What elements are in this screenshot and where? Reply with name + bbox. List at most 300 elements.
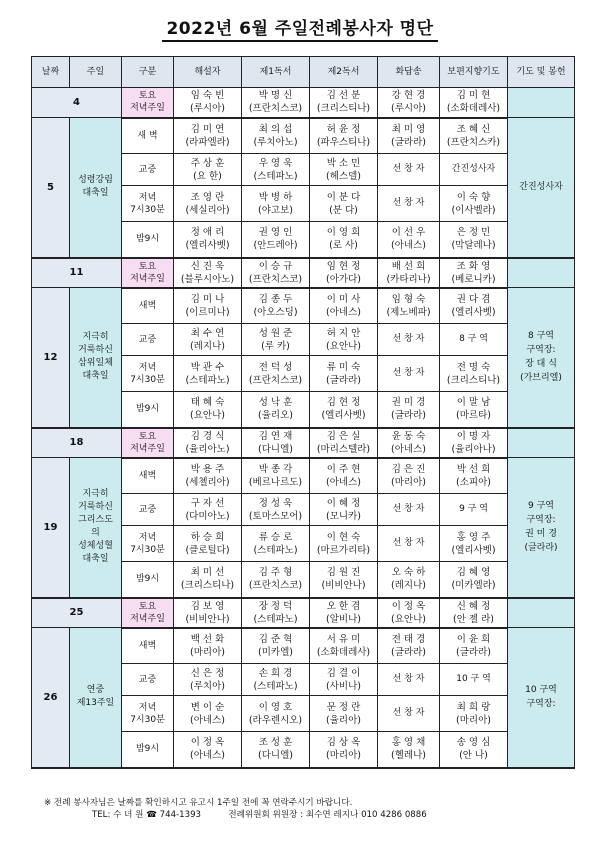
volunteer-cell bbox=[310, 288, 378, 324]
offering-cell: 간진성사자 bbox=[508, 118, 575, 258]
volunteer-name: 박 용 주 bbox=[190, 463, 225, 475]
mass-time-cell: 저녁 7시30분 bbox=[122, 186, 174, 222]
volunteer-name: 홍 영 주 bbox=[456, 531, 491, 543]
baptismal-name: (프란치스코) bbox=[248, 580, 303, 592]
volunteer-name: 김 혜 영 bbox=[456, 567, 491, 579]
baptismal-name: (마리아) bbox=[391, 476, 426, 488]
volunteer-cell bbox=[174, 258, 242, 288]
column-header: 화답송 bbox=[378, 57, 440, 88]
volunteer-name: 박 소 민 bbox=[326, 157, 361, 169]
volunteer-name: 정 애 리 bbox=[190, 227, 225, 239]
volunteer-cell bbox=[310, 428, 378, 458]
mass-time-cell: 새벽 bbox=[122, 628, 174, 664]
role-note-cell: 선 창 자 bbox=[378, 526, 440, 562]
volunteer-cell bbox=[440, 392, 508, 428]
baptismal-name: (아네스) bbox=[190, 750, 225, 762]
volunteer-cell bbox=[242, 356, 310, 392]
volunteer-cell bbox=[440, 288, 508, 324]
baptismal-name: (아네스) bbox=[326, 306, 361, 318]
volunteer-name: 성 낙 훈 bbox=[258, 397, 293, 409]
baptismal-name: (프란치스카) bbox=[446, 136, 501, 148]
volunteer-cell bbox=[378, 732, 440, 768]
baptismal-name: (이사벨라) bbox=[451, 204, 496, 216]
baptismal-name: (스테파노) bbox=[185, 374, 230, 386]
baptismal-name: (파우스티나) bbox=[316, 136, 371, 148]
baptismal-name: (엘리사벳) bbox=[451, 544, 496, 556]
volunteer-cell bbox=[174, 526, 242, 562]
volunteer-name: 이 숙 향 bbox=[456, 191, 491, 203]
offering-cell: 8 구역 구역장: 장 대 식 (가브리엘) bbox=[508, 288, 575, 428]
schedule-row bbox=[32, 258, 575, 288]
baptismal-name: (카타리나) bbox=[386, 273, 431, 285]
volunteer-name: 권 영 인 bbox=[258, 227, 293, 239]
baptismal-name: (프란치스코) bbox=[248, 374, 303, 386]
volunteer-name: 허 윤 정 bbox=[326, 123, 361, 135]
volunteer-name: 장 정 덕 bbox=[258, 600, 293, 612]
baptismal-name: (루치아) bbox=[190, 680, 225, 692]
volunteer-name: 김 종 두 bbox=[258, 293, 293, 305]
volunteer-cell bbox=[242, 598, 310, 628]
volunteer-cell bbox=[378, 428, 440, 458]
volunteer-name: 조 성 훈 bbox=[258, 737, 293, 749]
column-header: 기도 및 봉헌 bbox=[508, 57, 575, 88]
liturgical-day-cell: 지극히 거룩하신 그리스도 의 성체성혈 대축일 bbox=[70, 458, 122, 598]
volunteer-cell bbox=[310, 562, 378, 598]
volunteer-cell bbox=[440, 562, 508, 598]
column-header: 날짜 bbox=[32, 57, 70, 88]
volunteer-name: 우 영 욱 bbox=[258, 157, 293, 169]
volunteer-cell bbox=[242, 154, 310, 186]
date-cell: 26 bbox=[32, 628, 70, 768]
mass-time-cell: 토요 저녁주일 bbox=[122, 258, 174, 288]
date-cell: 5 bbox=[32, 118, 70, 258]
role-note-cell: 선 창 자 bbox=[378, 186, 440, 222]
footer-contact: TEL: 수 녀 원 ☎ 744-1393 전례위원회 위원장 : 최수연 레지나 010 4286 0886 bbox=[92, 810, 427, 820]
baptismal-name: (사비나) bbox=[326, 680, 361, 692]
volunteer-name: 최 수 연 bbox=[190, 327, 225, 339]
volunteer-cell bbox=[440, 526, 508, 562]
volunteer-cell bbox=[242, 562, 310, 598]
baptismal-name: (야고보) bbox=[258, 204, 293, 216]
volunteer-cell bbox=[378, 458, 440, 494]
volunteer-name: 이 선 우 bbox=[391, 227, 426, 239]
role-note-cell: 10 구 역 bbox=[440, 664, 508, 696]
baptismal-name: (마리스텔라) bbox=[316, 443, 371, 455]
mass-time-cell: 교중 bbox=[122, 324, 174, 356]
baptismal-name: (글라라) bbox=[391, 646, 426, 658]
baptismal-name: (스테파노) bbox=[253, 170, 298, 182]
offering-cell bbox=[508, 428, 575, 458]
volunteer-name: 김 원 진 bbox=[326, 567, 361, 579]
volunteer-name: 윤 동 숙 bbox=[391, 430, 426, 442]
volunteer-cell bbox=[310, 324, 378, 356]
baptismal-name: (글라라) bbox=[326, 374, 361, 386]
volunteer-cell bbox=[242, 526, 310, 562]
volunteer-name: 변 이 순 bbox=[190, 701, 225, 713]
volunteer-cell bbox=[310, 186, 378, 222]
date-cell: 12 bbox=[32, 288, 70, 428]
role-note-cell: 선 창 자 bbox=[378, 356, 440, 392]
baptismal-name: (미카엘) bbox=[258, 646, 293, 658]
baptismal-name: (글라라) bbox=[391, 136, 426, 148]
volunteer-cell bbox=[242, 494, 310, 526]
column-header: 구분 bbox=[122, 57, 174, 88]
mass-time-cell: 토요 저녁주일 bbox=[122, 428, 174, 458]
volunteer-cell bbox=[310, 696, 378, 732]
baptismal-name: (마르가리타) bbox=[316, 544, 371, 556]
mass-time-cell: 새벽 bbox=[122, 288, 174, 324]
volunteer-cell bbox=[242, 628, 310, 664]
baptismal-name: (제노베파) bbox=[386, 306, 431, 318]
volunteer-name: 김 결 이 bbox=[326, 667, 361, 679]
volunteer-cell bbox=[242, 258, 310, 288]
volunteer-name: 김 상 옥 bbox=[326, 737, 361, 749]
baptismal-name: (율리아) bbox=[326, 714, 361, 726]
volunteer-cell bbox=[242, 664, 310, 696]
baptismal-name: (요안나) bbox=[326, 340, 361, 352]
baptismal-name: (마리아) bbox=[190, 646, 225, 658]
volunteer-name: 구 자 선 bbox=[190, 497, 225, 509]
volunteer-cell bbox=[378, 118, 440, 154]
mass-time-cell: 교중 bbox=[122, 154, 174, 186]
baptismal-name: (엘리사벳) bbox=[321, 410, 366, 422]
baptismal-name: (안 나) bbox=[459, 750, 488, 762]
volunteer-cell bbox=[174, 324, 242, 356]
baptismal-name: (베르나르도) bbox=[248, 476, 303, 488]
baptismal-name: (세실리아) bbox=[185, 204, 230, 216]
baptismal-name: (헤스델) bbox=[326, 170, 361, 182]
liturgical-day-cell: 성령강림 대축일 bbox=[70, 118, 122, 258]
baptismal-name: (소화데레사) bbox=[316, 646, 371, 658]
volunteer-cell bbox=[242, 324, 310, 356]
volunteer-cell bbox=[174, 288, 242, 324]
volunteer-name: 임 현 정 bbox=[326, 260, 361, 272]
volunteer-cell bbox=[440, 732, 508, 768]
baptismal-name: (율리아나) bbox=[451, 443, 496, 455]
baptismal-name: (알비나) bbox=[326, 613, 361, 625]
volunteer-name: 박 병 하 bbox=[258, 191, 293, 203]
volunteer-name: 태 혜 숙 bbox=[190, 397, 225, 409]
volunteer-cell bbox=[174, 186, 242, 222]
volunteer-cell bbox=[310, 628, 378, 664]
volunteer-name: 하 승 희 bbox=[190, 531, 225, 543]
volunteer-name: 김 은 진 bbox=[391, 463, 426, 475]
volunteer-name: 손 희 경 bbox=[258, 667, 293, 679]
baptismal-name: (율리오) bbox=[258, 410, 293, 422]
offering-cell bbox=[508, 258, 575, 288]
volunteer-cell bbox=[440, 222, 508, 258]
volunteer-name: 송 영 심 bbox=[456, 737, 491, 749]
volunteer-cell bbox=[378, 88, 440, 118]
volunteer-name: 박 명 신 bbox=[258, 90, 293, 102]
volunteer-cell bbox=[242, 288, 310, 324]
volunteer-name: 오 한 겸 bbox=[326, 600, 361, 612]
volunteer-cell bbox=[378, 562, 440, 598]
role-note-cell: 간진성사자 bbox=[440, 154, 508, 186]
baptismal-name: (아가다) bbox=[326, 273, 361, 285]
volunteer-cell bbox=[440, 186, 508, 222]
volunteer-name: 이 말 남 bbox=[456, 397, 491, 409]
baptismal-name: (레지나) bbox=[391, 580, 426, 592]
baptismal-name: (글라라) bbox=[391, 410, 426, 422]
volunteer-name: 성 원 준 bbox=[258, 327, 293, 339]
volunteer-name: 김 미 현 bbox=[456, 90, 491, 102]
baptismal-name: (라우렌시오) bbox=[248, 714, 303, 726]
baptismal-name: (세쳴리아) bbox=[185, 476, 230, 488]
volunteer-name: 임 숙 빈 bbox=[190, 90, 225, 102]
role-note-cell: 선 창 자 bbox=[378, 664, 440, 696]
baptismal-name: (엘리사벳) bbox=[185, 240, 230, 252]
volunteer-cell bbox=[174, 222, 242, 258]
baptismal-name: (루 카) bbox=[261, 340, 290, 352]
offering-cell bbox=[508, 598, 575, 628]
volunteer-name: 주 상 훈 bbox=[190, 157, 225, 169]
volunteer-cell bbox=[310, 526, 378, 562]
baptismal-name: (크리스티나) bbox=[316, 103, 371, 115]
volunteer-cell bbox=[310, 494, 378, 526]
volunteer-cell bbox=[242, 458, 310, 494]
volunteer-cell bbox=[174, 732, 242, 768]
baptismal-name: (베로니카) bbox=[451, 273, 496, 285]
volunteer-cell bbox=[310, 258, 378, 288]
baptismal-name: (모니카) bbox=[326, 510, 361, 522]
baptismal-name: (마리아) bbox=[326, 750, 361, 762]
volunteer-cell bbox=[242, 186, 310, 222]
mass-time-cell: 밤9시 bbox=[122, 222, 174, 258]
baptismal-name: (스테파노) bbox=[253, 680, 298, 692]
baptismal-name: (엘리사벳) bbox=[451, 306, 496, 318]
page-title-text: 2022년 6월 주일전례봉사자 명단 bbox=[162, 19, 437, 42]
volunteer-name: 최 미 선 bbox=[190, 567, 225, 579]
volunteer-name: 김 연 재 bbox=[258, 430, 293, 442]
volunteer-cell bbox=[242, 88, 310, 118]
volunteer-cell bbox=[440, 598, 508, 628]
baptismal-name: (소피아) bbox=[456, 476, 491, 488]
volunteer-name: 조 영 란 bbox=[190, 191, 225, 203]
volunteer-cell bbox=[242, 118, 310, 154]
footer bbox=[44, 797, 584, 821]
volunteer-cell bbox=[174, 88, 242, 118]
liturgical-day-cell: 지극히 거룩하신 삼위일체 대축일 bbox=[70, 288, 122, 428]
volunteer-name: 김 미 나 bbox=[190, 293, 225, 305]
baptismal-name: (토마스모어) bbox=[248, 510, 303, 522]
baptismal-name: (안드레아) bbox=[253, 240, 298, 252]
mass-time-cell: 토요 저녁주일 bbox=[122, 598, 174, 628]
baptismal-name: (아네스) bbox=[391, 443, 426, 455]
volunteer-cell bbox=[310, 356, 378, 392]
baptismal-name: (요안나) bbox=[391, 613, 426, 625]
volunteer-name: 이 명 자 bbox=[456, 430, 491, 442]
volunteer-cell bbox=[310, 458, 378, 494]
volunteer-name: 이 미 사 bbox=[326, 293, 361, 305]
baptismal-name: (프란치스코) bbox=[248, 273, 303, 285]
role-note-cell: 선 창 자 bbox=[378, 154, 440, 186]
volunteer-cell bbox=[440, 696, 508, 732]
volunteer-name: 오 숙 하 bbox=[391, 567, 426, 579]
volunteer-name: 박 종 각 bbox=[258, 463, 293, 475]
volunteer-name: 임 형 숙 bbox=[391, 293, 426, 305]
baptismal-name: (로 사) bbox=[329, 240, 358, 252]
footer-notice: ※ 전례 봉사자님은 날짜를 확인하시고 유고시 1주일 전에 꼭 연락주시기 바랍니다. bbox=[44, 798, 353, 808]
volunteer-name: 이 정 옥 bbox=[391, 600, 426, 612]
volunteer-cell bbox=[378, 258, 440, 288]
volunteer-name: 조 혜 신 bbox=[456, 123, 491, 135]
mass-time-cell: 교중 bbox=[122, 494, 174, 526]
volunteer-name: 김 현 정 bbox=[326, 397, 361, 409]
volunteer-name: 이 영 호 bbox=[258, 701, 293, 713]
mass-time-cell: 저녁 7시30분 bbox=[122, 356, 174, 392]
volunteer-name: 박 선 희 bbox=[456, 463, 491, 475]
column-header: 제2독서 bbox=[310, 57, 378, 88]
volunteer-cell bbox=[174, 154, 242, 186]
volunteer-name: 신 은 정 bbox=[190, 667, 225, 679]
baptismal-name: (미카엘라) bbox=[451, 580, 496, 592]
mass-time-cell: 저녁 7시30분 bbox=[122, 526, 174, 562]
volunteer-cell bbox=[310, 118, 378, 154]
baptismal-name: (루시아) bbox=[391, 103, 426, 115]
baptismal-name: (라파엘라) bbox=[185, 136, 230, 148]
volunteer-cell bbox=[174, 356, 242, 392]
volunteer-name: 이 혜 정 bbox=[326, 497, 361, 509]
mass-time-cell: 저녁 7시30분 bbox=[122, 696, 174, 732]
volunteer-name: 신 혜 정 bbox=[456, 600, 491, 612]
volunteer-cell bbox=[310, 732, 378, 768]
baptismal-name: (다니엘) bbox=[258, 750, 293, 762]
baptismal-name: (마르타) bbox=[456, 410, 491, 422]
volunteer-name: 신 진 욱 bbox=[190, 260, 225, 272]
column-header: 제1독서 bbox=[242, 57, 310, 88]
baptismal-name: (다미아노) bbox=[185, 510, 230, 522]
date-cell: 19 bbox=[32, 458, 70, 598]
volunteer-cell bbox=[242, 392, 310, 428]
volunteer-name: 김 경 식 bbox=[190, 430, 225, 442]
volunteer-cell bbox=[174, 118, 242, 154]
volunteer-name: 이 윤 희 bbox=[456, 633, 491, 645]
volunteer-name: 이 승 규 bbox=[258, 260, 293, 272]
volunteer-name: 김 선 분 bbox=[326, 90, 361, 102]
volunteer-cell bbox=[174, 628, 242, 664]
volunteer-name: 허 지 안 bbox=[326, 327, 361, 339]
date-cell: 4 bbox=[32, 88, 122, 118]
baptismal-name: (마리아) bbox=[456, 714, 491, 726]
volunteer-cell bbox=[242, 696, 310, 732]
date-cell: 25 bbox=[32, 598, 122, 628]
mass-time-cell: 밤9시 bbox=[122, 562, 174, 598]
role-note-cell: 선 창 자 bbox=[378, 696, 440, 732]
baptismal-name: (아네스) bbox=[326, 476, 361, 488]
volunteer-name: 정 성 욱 bbox=[258, 497, 293, 509]
volunteer-cell bbox=[310, 664, 378, 696]
volunteer-cell bbox=[174, 494, 242, 526]
volunteer-name: 김 은 실 bbox=[326, 430, 361, 442]
baptismal-name: (헬레나) bbox=[391, 750, 426, 762]
baptismal-name: (루시아) bbox=[190, 103, 225, 115]
baptismal-name: (소화데레사) bbox=[446, 103, 501, 115]
volunteer-name: 조 화 영 bbox=[456, 260, 491, 272]
offering-cell: 10 구역 구역장: bbox=[508, 628, 575, 768]
baptismal-name: (루치아노) bbox=[253, 136, 298, 148]
volunteer-name: 전 태 경 bbox=[391, 633, 426, 645]
volunteer-name: 최 미 영 bbox=[391, 123, 426, 135]
schedule-row bbox=[32, 88, 575, 118]
baptismal-name: (아네스) bbox=[190, 714, 225, 726]
volunteer-cell bbox=[174, 392, 242, 428]
volunteer-cell bbox=[440, 458, 508, 494]
volunteer-name: 박 관 수 bbox=[190, 361, 225, 373]
schedule-row bbox=[32, 288, 575, 324]
volunteer-name: 김 주 형 bbox=[258, 567, 293, 579]
volunteer-cell bbox=[310, 392, 378, 428]
baptismal-name: (요 한) bbox=[193, 170, 222, 182]
volunteer-name: 은 정 민 bbox=[456, 227, 491, 239]
volunteer-name: 전 명 숙 bbox=[456, 361, 491, 373]
volunteer-name: 권 미 경 bbox=[391, 397, 426, 409]
schedule-row bbox=[32, 118, 575, 154]
volunteer-cell bbox=[440, 118, 508, 154]
volunteer-cell bbox=[440, 258, 508, 288]
volunteer-name: 권 다 겸 bbox=[456, 293, 491, 305]
volunteer-cell bbox=[310, 154, 378, 186]
volunteer-name: 류 미 숙 bbox=[326, 361, 361, 373]
schedule-row bbox=[32, 628, 575, 664]
offering-cell bbox=[508, 88, 575, 118]
volunteer-cell bbox=[242, 428, 310, 458]
volunteer-name: 김 미 연 bbox=[190, 123, 225, 135]
baptismal-name: (요안나) bbox=[190, 410, 225, 422]
mass-time-cell: 밤9시 bbox=[122, 732, 174, 768]
column-header: 주일 bbox=[70, 57, 122, 88]
volunteer-name: 백 선 화 bbox=[190, 633, 225, 645]
schedule-body bbox=[32, 88, 575, 768]
volunteer-name: 이 주 현 bbox=[326, 463, 361, 475]
date-cell: 11 bbox=[32, 258, 122, 288]
schedule-table bbox=[31, 56, 575, 769]
volunteer-name: 전 덕 성 bbox=[258, 361, 293, 373]
role-note-cell: 선 창 자 bbox=[378, 494, 440, 526]
baptismal-name: (비비안나) bbox=[321, 580, 366, 592]
schedule-row bbox=[32, 598, 575, 628]
baptismal-name: (아오스딩) bbox=[253, 306, 298, 318]
volunteer-cell bbox=[174, 458, 242, 494]
volunteer-cell bbox=[174, 562, 242, 598]
volunteer-cell bbox=[440, 88, 508, 118]
mass-time-cell: 토요 저녁주일 bbox=[122, 88, 174, 118]
volunteer-cell bbox=[242, 732, 310, 768]
baptismal-name: (분 다) bbox=[329, 204, 358, 216]
volunteer-name: 문 정 란 bbox=[326, 701, 361, 713]
volunteer-name: 최 희 랑 bbox=[456, 701, 491, 713]
volunteer-name: 김 준 혁 bbox=[258, 633, 293, 645]
volunteer-name: 이 영 희 bbox=[326, 227, 361, 239]
mass-time-cell: 밤9시 bbox=[122, 392, 174, 428]
baptismal-name: (블루시아노) bbox=[180, 273, 235, 285]
volunteer-cell bbox=[378, 628, 440, 664]
role-note-cell: 선 창 자 bbox=[378, 324, 440, 356]
volunteer-name: 이 정 옥 bbox=[190, 737, 225, 749]
page-title bbox=[0, 14, 600, 39]
volunteer-name: 이 현 숙 bbox=[326, 531, 361, 543]
mass-time-cell: 새 벽 bbox=[122, 118, 174, 154]
baptismal-name: (비비안나) bbox=[185, 613, 230, 625]
volunteer-cell bbox=[378, 222, 440, 258]
baptismal-name: (스테파노) bbox=[253, 613, 298, 625]
baptismal-name: (다니엘) bbox=[258, 443, 293, 455]
volunteer-name: 배 선 희 bbox=[391, 260, 426, 272]
role-note-cell: 8 구 역 bbox=[440, 324, 508, 356]
volunteer-cell bbox=[174, 696, 242, 732]
volunteer-name: 서 유 미 bbox=[326, 633, 361, 645]
volunteer-cell bbox=[378, 288, 440, 324]
